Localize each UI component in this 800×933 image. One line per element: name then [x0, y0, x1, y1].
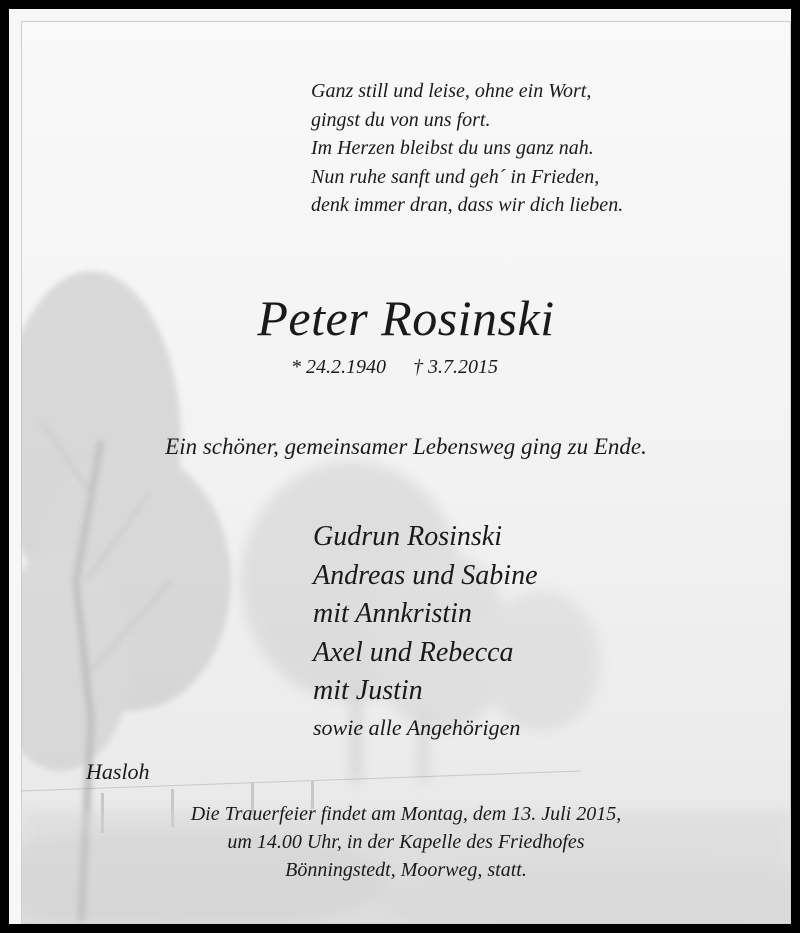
mourner-name: mit Justin: [313, 675, 423, 706]
tribute-line: Ein schöner, gemeinsamer Lebensweg ging zu Ende.: [165, 434, 647, 459]
notice-card: [21, 21, 791, 924]
mourner-name: Gudrun Rosinski: [313, 521, 502, 552]
poem-line: Im Herzen bleibst du uns ganz nah.: [311, 137, 594, 159]
mourner-name: Andreas und Sabine: [313, 559, 538, 591]
poem-line: gingst du von uns fort.: [311, 108, 491, 131]
mourner-name: Axel und Rebecca: [313, 636, 514, 668]
place-name: Hasloh: [86, 759, 150, 784]
deceased-name: Peter Rosinski: [257, 290, 555, 346]
poem: [311, 77, 623, 220]
mourners-list: [313, 518, 538, 711]
service-line: Die Trauerfeier findet am Montag, dem 13. Juli 2015,: [190, 803, 622, 825]
birth-date: * 24.2.1940: [291, 356, 386, 378]
funeral-service-info: [21, 800, 791, 884]
service-line: Bönningstedt, Moorweg, statt.: [285, 859, 527, 881]
other-relatives: sowie alle Angehörigen: [313, 715, 521, 740]
service-line: um 14.00 Uhr, in der Kapelle des Friedhofes: [227, 831, 585, 853]
poem-line: Nun ruhe sanft und geh´ in Frieden,: [311, 165, 600, 188]
poem-line: denk immer dran, dass wir dich lieben.: [311, 194, 624, 216]
poem-line: Ganz still und leise, ohne ein Wort,: [311, 80, 592, 102]
death-date: † 3.7.2015: [413, 356, 498, 378]
life-dates: [291, 356, 520, 379]
notice-border: [9, 9, 791, 924]
mourner-name: mit Annkristin: [313, 598, 472, 629]
